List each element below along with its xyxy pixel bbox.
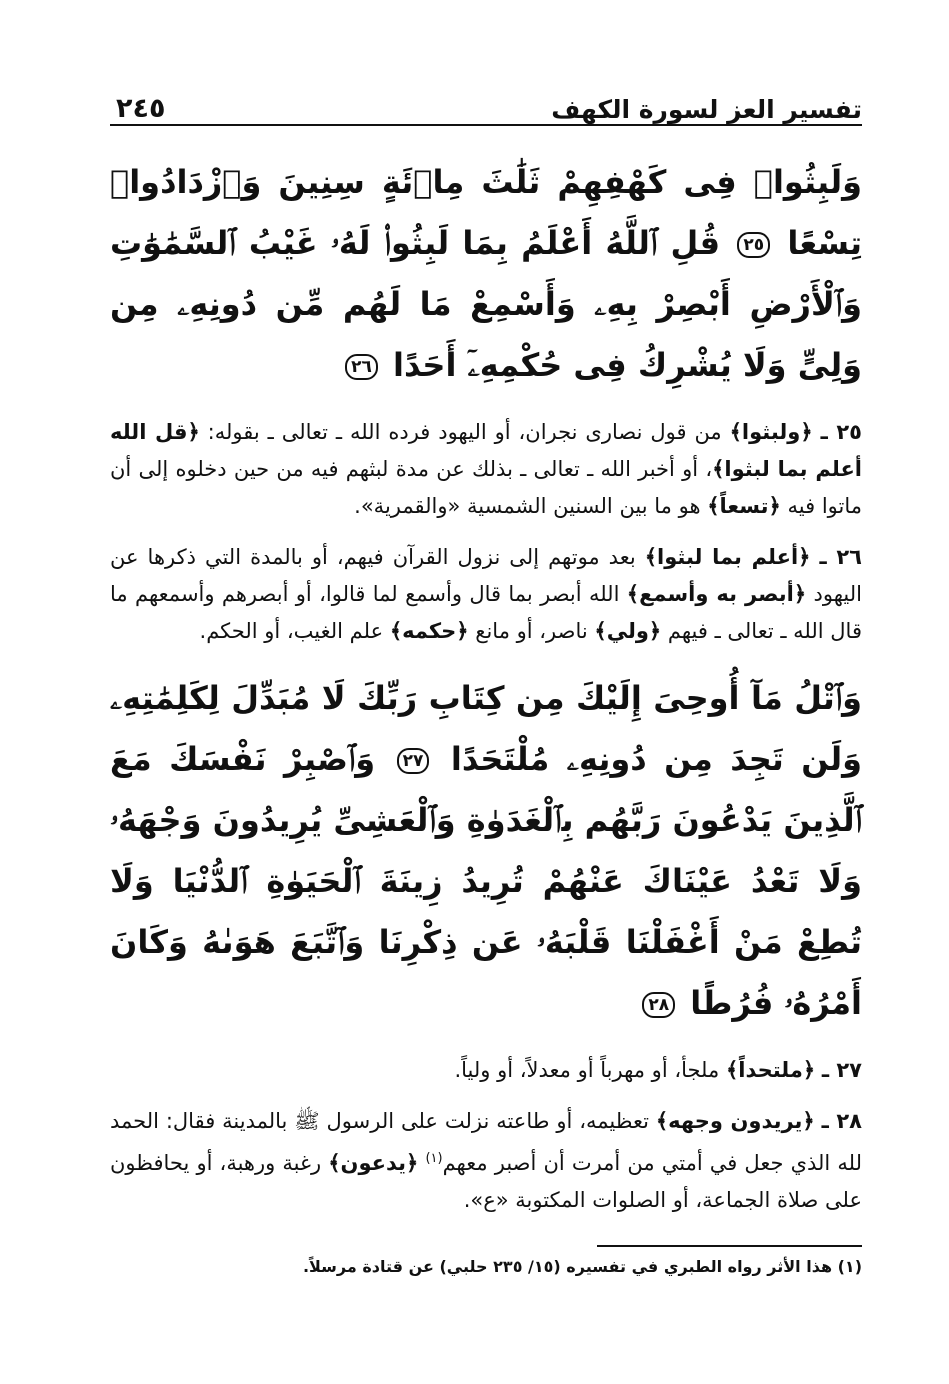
quoted-phrase: ﴿قل الله أعلم بما لبثوا﴾ [110, 420, 862, 481]
ayah-number-marker: ٢٨ [642, 992, 675, 1018]
quoted-phrase: ﴿ملتحداً﴾ [725, 1058, 816, 1082]
running-title: تفسير العز لسورة الكهف [551, 95, 862, 124]
commentary-28 [110, 1103, 862, 1219]
verse-25-text: وَلَبِثُوا۟ فِى كَهْفِهِمْ ثَلَٰثَ مِا۟ئَةٍ سِنِينَ وَٱزْدَادُوا۟ تِسْعًا [110, 163, 863, 262]
footnote-divider [597, 1245, 862, 1247]
commentary-text: هو ما بين السنين الشمسية «والقمرية». [354, 494, 708, 518]
ayah-number-marker: ٢٥ [737, 232, 770, 258]
commentary-number: ٢٨ ـ [821, 1109, 862, 1133]
quoted-phrase: ﴿ولي﴾ [594, 619, 662, 643]
verse-27-text: وَٱتْلُ مَآ أُوحِىَ إِلَيْكَ مِن كِتَابِ رَبِّكَ لَا مُبَدِّلَ لِكَلِمَٰتِهِۦ وَلَن تَجِدَ مِن دُونِهِۦ مُلْتَحَدًا [110, 679, 863, 778]
commentary-text: الله أبصر بما قال وأسمع لما قالوا، أو أبصرهم وأسمعهم ما قال الله ـ تعالى ـ فيهم [110, 582, 862, 643]
ayah-number-marker: ٢٦ [345, 354, 378, 380]
commentary-text: علم الغيب، أو الحكم. [199, 619, 390, 643]
commentary-number: ٢٦ ـ [819, 545, 862, 569]
quran-verses-25-26 [110, 152, 862, 396]
quran-verses-27-28 [110, 668, 862, 1034]
quoted-phrase: ﴿أعلم بما لبثوا﴾ [644, 545, 811, 569]
verse-28-text: وَٱصْبِرْ نَفْسَكَ مَعَ ٱلَّذِينَ يَدْعُونَ رَبَّهُم بِٱلْغَدَوٰةِ وَٱلْعَشِىِّ يُرِيدُونَ وَجْهَهُۥ وَلَا تَعْدُ عَيْنَاكَ عَنْهُمْ تُرِيدُ زِينَةَ ٱلْحَيَوٰةِ ٱلدُّنْيَا وَلَا تُطِعْ مَنْ أَغْفَلْنَا قَلْبَهُۥ عَن ذِكْرِنَا وَٱتَّبَعَ هَوَىٰهُ وَكَانَ أَمْرُهُۥ فُرُطًا [110, 740, 862, 1022]
commentary-text: بعد موتهم إلى نزول القرآن فيهم، أو بالمدة التي ذكرها عن اليهود [110, 545, 863, 606]
commentary-text: ناصر، أو مانع [468, 619, 595, 643]
quoted-phrase: ﴿يريدون وجهه﴾ [655, 1109, 815, 1133]
commentary-text: رغبة ورهبة، أو يحافظون على صلاة الجماعة، أو الصلوات المكتوبة «ع». [110, 1151, 862, 1212]
page-number: ٢٤٥ [116, 93, 166, 124]
quoted-phrase: ﴿ولبثوا﴾ [729, 420, 813, 444]
commentary-text: تعظيمه، أو طاعته نزلت على الرسول ﷺ بالمدينة فقال: الحمد لله الذي جعل في أمتي من أمرت أن أصبر معهم [110, 1109, 862, 1175]
commentary-27 [110, 1052, 862, 1089]
page-header [110, 80, 862, 126]
book-page [110, 80, 862, 1276]
footnote-reference: (١) [425, 1151, 443, 1166]
quoted-phrase: ﴿أبصر به وأسمع﴾ [626, 582, 807, 606]
verse-26-text: قُلِ ٱللَّهُ أَعْلَمُ بِمَا لَبِثُوا۟ لَهُۥ غَيْبُ ٱلسَّمَٰوَٰتِ وَٱلْأَرْضِ أَبْصِرْ بِهِۦ وَأَسْمِعْ مَا لَهُم مِّن دُونِهِۦ مِن وَلِىٍّ وَلَا يُشْرِكُ فِى حُكْمِهِۦٓ أَحَدًا [110, 224, 862, 384]
commentary-25 [110, 414, 862, 525]
commentary-number: ٢٧ ـ [821, 1058, 862, 1082]
ayah-number-marker: ٢٧ [397, 748, 430, 774]
quoted-phrase: ﴿تسعاً﴾ [707, 494, 781, 518]
commentary-number: ٢٥ ـ [820, 420, 862, 444]
commentary-text: من قول نصارى نجران، أو اليهود فرده الله ـ تعالى ـ بقوله: [199, 420, 730, 444]
commentary-text: ملجأ، أو مهرباً أو معدلاً، أو ولياً. [454, 1058, 726, 1082]
quoted-phrase: ﴿حكمه﴾ [389, 619, 469, 643]
commentary-26 [110, 539, 862, 650]
footnote: (١) هذا الأثر رواه الطبري في تفسيره (١٥/ ٢٣٥ حلبي) عن قتادة مرسلاً. [302, 1257, 862, 1276]
quoted-phrase: ﴿يدعون﴾ [328, 1151, 419, 1175]
commentary-text: ، أو أخبر الله ـ تعالى ـ بذلك عن مدة لبثهم فيه من حين دخلوه إلى أن ماتوا فيه [110, 457, 862, 518]
